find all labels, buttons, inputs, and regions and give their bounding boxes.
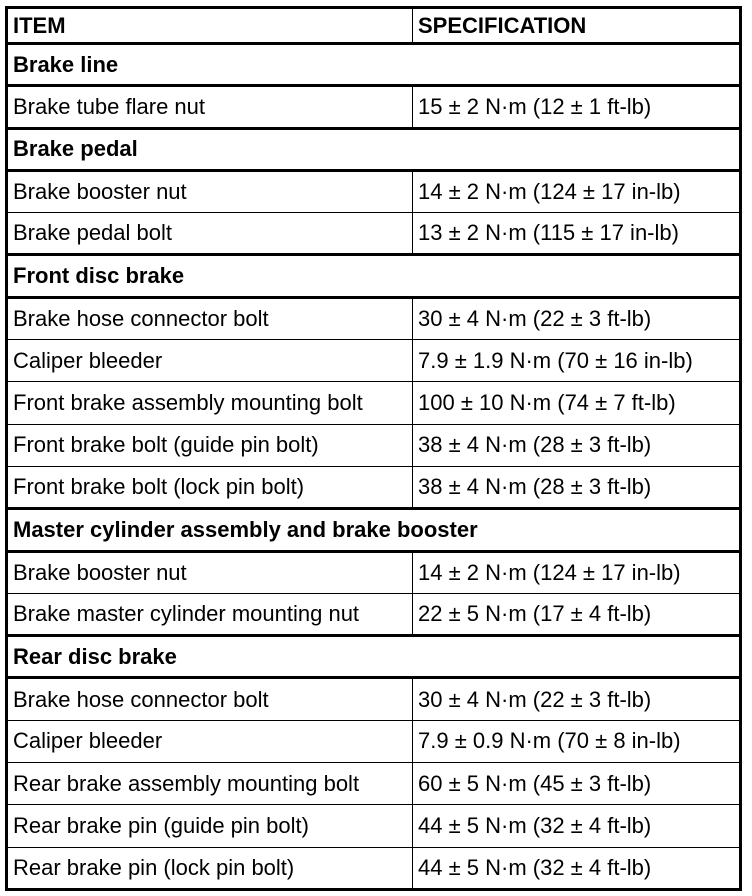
item-cell: Brake tube flare nut [7,86,413,128]
table-body [7,44,741,890]
torque-spec-table [5,6,742,891]
table-row [7,847,741,889]
table-row [7,213,741,255]
specification-cell: 100 ± 10 N·m (74 ± 7 ft-lb) [413,382,741,424]
table-row [7,340,741,382]
item-cell: Rear brake assembly mounting bolt [7,763,413,805]
table-row [7,720,741,762]
specification-cell: 38 ± 4 N·m (28 ± 3 ft-lb) [413,424,741,466]
specification-cell: 7.9 ± 0.9 N·m (70 ± 8 in-lb) [413,720,741,762]
item-cell: Brake booster nut [7,170,413,212]
item-cell: Caliper bleeder [7,340,413,382]
table-row [7,593,741,635]
table-row [7,170,741,212]
item-cell: Front brake bolt (guide pin bolt) [7,424,413,466]
item-cell: Front brake bolt (lock pin bolt) [7,466,413,508]
item-cell: Front brake assembly mounting bolt [7,382,413,424]
item-cell: Brake booster nut [7,551,413,593]
item-cell: Brake master cylinder mounting nut [7,593,413,635]
specification-cell: 13 ± 2 N·m (115 ± 17 in-lb) [413,213,741,255]
table-row [7,424,741,466]
table-row [7,678,741,720]
item-cell: Rear brake pin (lock pin bolt) [7,847,413,889]
table-row [7,86,741,128]
table-row [7,551,741,593]
section-title: Master cylinder assembly and brake booster [7,509,741,551]
section-title: Rear disc brake [7,636,741,678]
item-cell: Brake pedal bolt [7,213,413,255]
item-cell: Brake hose connector bolt [7,297,413,339]
column-header-item: ITEM [7,8,413,44]
section-title: Front disc brake [7,255,741,297]
table-row [7,466,741,508]
section-title: Brake line [7,44,741,86]
specification-cell: 30 ± 4 N·m (22 ± 3 ft-lb) [413,297,741,339]
section-header-row [7,255,741,297]
specification-cell: 15 ± 2 N·m (12 ± 1 ft-lb) [413,86,741,128]
table-row [7,297,741,339]
item-cell: Caliper bleeder [7,720,413,762]
section-header-row [7,509,741,551]
specification-cell: 44 ± 5 N·m (32 ± 4 ft-lb) [413,805,741,847]
specification-cell: 7.9 ± 1.9 N·m (70 ± 16 in-lb) [413,340,741,382]
table-row [7,763,741,805]
column-header-specification: SPECIFICATION [413,8,741,44]
item-cell: Rear brake pin (guide pin bolt) [7,805,413,847]
specification-cell: 30 ± 4 N·m (22 ± 3 ft-lb) [413,678,741,720]
specification-cell: 38 ± 4 N·m (28 ± 3 ft-lb) [413,466,741,508]
section-header-row [7,128,741,170]
specification-cell: 44 ± 5 N·m (32 ± 4 ft-lb) [413,847,741,889]
item-cell: Brake hose connector bolt [7,678,413,720]
specification-cell: 14 ± 2 N·m (124 ± 17 in-lb) [413,170,741,212]
table-header-row [7,8,741,44]
section-title: Brake pedal [7,128,741,170]
section-header-row [7,44,741,86]
table-row [7,805,741,847]
table-row [7,382,741,424]
specification-cell: 14 ± 2 N·m (124 ± 17 in-lb) [413,551,741,593]
section-header-row [7,636,741,678]
specification-cell: 22 ± 5 N·m (17 ± 4 ft-lb) [413,593,741,635]
specification-cell: 60 ± 5 N·m (45 ± 3 ft-lb) [413,763,741,805]
